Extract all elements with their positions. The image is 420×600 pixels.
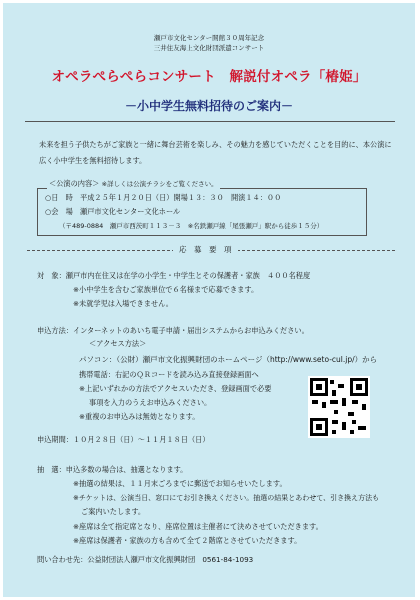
eligibility-line-3: ※未就学児は入場できません。 (73, 299, 173, 308)
header-line-2: 三井住友海上文化財団派遣コンサート (153, 44, 265, 52)
event-datetime: ○日 時 平成２５年１月２０日（日）開場１３：３０ 開演１４：００ (45, 193, 282, 202)
event-address: （〒489-0884 瀬戸市西茨町１１３－３ ※名鉄瀬戸線「尾張瀬戸」駅から徒歩１５分） (59, 222, 324, 230)
event-heading (47, 179, 220, 189)
page-subtitle: －小中学生無料招待のご案内－ (124, 99, 293, 113)
apply-line-4: 携帯電話：右記のＱＲコードを読み込み直接登録画面へ (79, 370, 259, 379)
event-heading-note: ※詳しくは公演チラシをご覧ください。 (101, 180, 218, 188)
page-title: オペラぺらぺらコンサート 解説付オペラ「椿姫」 (51, 69, 367, 85)
apply-line-7: ※重複のお申込みは無効となります。 (79, 412, 200, 421)
apply-line-1: 申込方法：インターネットのあいち電子申請・届出システムからお申込みください。 (37, 326, 309, 335)
apply-line-5: ※上記いずれかの方法でアクセスいただき、登録画面で必要 (79, 384, 272, 393)
flyer-page (3, 3, 415, 597)
lottery-line-6: ※座席は保護者・家族の方も含めて全て２階席とさせていただきます。 (73, 536, 302, 545)
intro-line-2: 広く小中学生を無料招待します。 (39, 156, 147, 165)
lottery-line-2: ※抽選の結果は、１１月末ごろまでに郵送でお知らせいたします。 (73, 479, 287, 488)
apply-line-6: 事項を入力のうえお申込みください。 (89, 398, 212, 407)
apply-line-2: ＜アクセス方法＞ (89, 339, 147, 348)
qr-code[interactable] (308, 376, 370, 438)
apply-line-3: パソコン：（公財）瀬戸市文化振興財団のホームページ（http://www.seto-cul.jp/）から (79, 355, 378, 364)
header-line-1: 瀬戸市文化センター開館３０周年記念 (153, 34, 265, 42)
lottery-line-3: ※チケットは、公演当日、窓口にてお引き換えください。抽選の結果とあわせて、引き換え方法も (73, 494, 380, 502)
lottery-line-4: ご案内いたします。 (81, 507, 146, 516)
event-heading-label: ＜公演の内容＞ (49, 179, 100, 188)
intro-line-1: 未来を担う子供たちがご家族と一緒に舞台芸術を楽しみ、その魅力を感じていただくことを目的に、本公演に (39, 140, 392, 149)
top-divider (25, 121, 395, 122)
eligibility-line-2: ※小中学生を含むご家族単位で６名様まで応募できます。 (73, 285, 259, 294)
event-venue: ○会 場 瀬戸市文化センター文化ホール (45, 207, 181, 216)
contact-info: 問い合わせ先：公益財団法人瀬戸市文化振興財団 0561-84-1093 (37, 555, 254, 564)
lottery-line-5: ※座席は全て指定席となり、座席位置は主催者にて決めさせていただきます。 (73, 522, 323, 531)
application-period: 申込期間：１０月２８日（日）～１１月１８日（日） (37, 435, 210, 444)
section-title: 応 募 要 項 (173, 244, 238, 255)
eligibility-line-1: 対 象：瀬戸市内在住又は在学の小学生・中学生とその保護者・家族 ４００名程度 (37, 271, 311, 280)
lottery-line-1: 抽 選：申込多数の場合は、抽選となります。 (37, 465, 188, 474)
